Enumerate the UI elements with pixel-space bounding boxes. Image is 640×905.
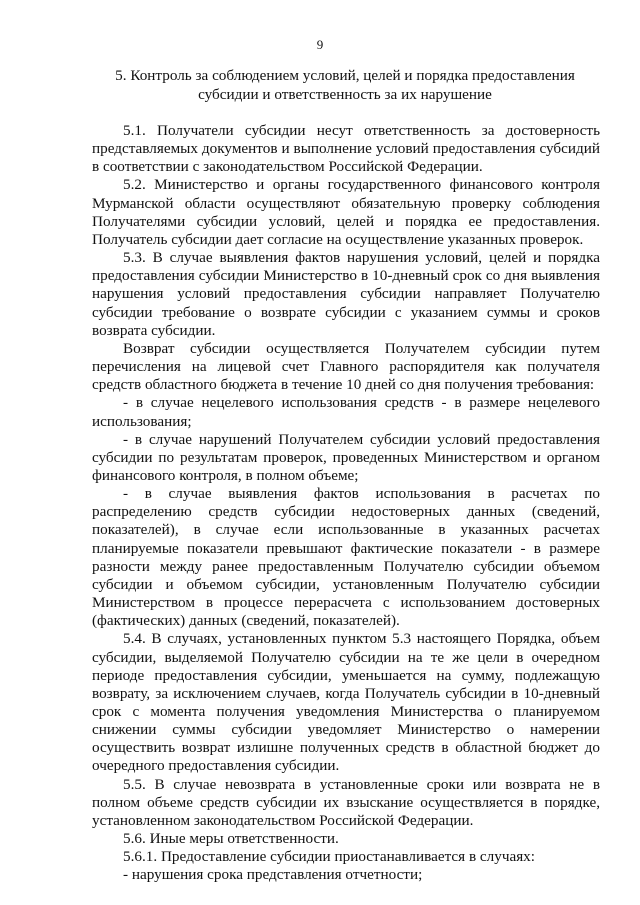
document-body [92,122,600,885]
section-heading-line-1: 5. Контроль за соблюдением условий, целей и порядка предоставления [115,67,575,84]
paragraph-5-6-1: 5.6.1. Предоставление субсидии приостанавливается в случаях: [123,848,535,866]
list-item-false-data: - в случае выявления фактов использования в расчетах по распределению средств субсидии недостоверных данных (сведений, показателей), в случае если использованные в указанных расчетах планируемые показатели превышают фактические показатели - в размере разности между ранее предоставленным Получателю субсидии объемом субсидии и объемом субсидии, установленным Получателю субсидии Министерством в процессе перерасчета с использованием достоверных (фактических) данных (сведений, показателей). [92,485,600,630]
paragraph-5-4: 5.4. В случаях, установленных пунктом 5.3 настоящего Порядка, объем субсидии, выделяемой Получателю субсидии на те же цели в очередном периоде предоставления субсидии, уменьшается на сумму, подлежащую возврату, за исключением случаев, когда Получатель субсидии в 10-дневный срок с момента получения уведомления Министерства о планируемом снижении суммы субсидии уведомляет Министерство о намерении осуществить возврат излишне полученных средств в областной бюджет до очередного предоставления субсидии. [92,630,600,775]
section-heading [90,66,600,104]
section-heading-line-2: субсидии и ответственность за их нарушение [198,86,492,103]
list-item-reporting-deadline: - нарушения срока представления отчетности; [123,866,423,884]
paragraph-5-5: 5.5. В случае невозврата в установленные сроки или возврата не в полном объеме средств субсидии их взыскание осуществляется в порядке, установленном законодательством Российской Федерации. [92,775,600,829]
list-item-violations: - в случае нарушений Получателем субсидии условий предоставления субсидии по результатам проверок, проведенных Министерством и органом финансового контроля, в полном объеме; [92,430,600,484]
paragraph-5-6: 5.6. Иные меры ответственности. [123,830,339,848]
list-item-misuse: - в случае нецелевого использования средств - в размере нецелевого использования; [92,394,600,430]
paragraph-5-3: 5.3. В случае выявления фактов нарушения условий, целей и порядка предоставления субсидии Министерство в 10-дневный срок со дня выявления нарушения условий предоставления субсидии направляет Получателю субсидии требование о возврате субсидии с указанием суммы и сроков возврата субсидии. [92,249,600,339]
paragraph-5-2: 5.2. Министерство и органы государственного финансового контроля Мурманской области осуществляют обязательную проверку соблюдения Получателями субсидии условий, целей и порядка ее предоставления. Получатель субсидии дает согласие на осуществление указанных проверок. [92,176,600,248]
paragraph-return: Возврат субсидии осуществляется Получателем субсидии путем перечисления на лицевой счет Главного распорядителя как получателя средств областного бюджета в течение 10 дней со дня получения требования: [92,339,600,394]
paragraph-5-1: 5.1. Получатели субсидии несут ответственность за достоверность представляемых документов и выполнение условий предоставления субсидий в соответствии с законодательством Российской Федерации. [92,122,600,176]
page-number: 9 [316,37,324,52]
